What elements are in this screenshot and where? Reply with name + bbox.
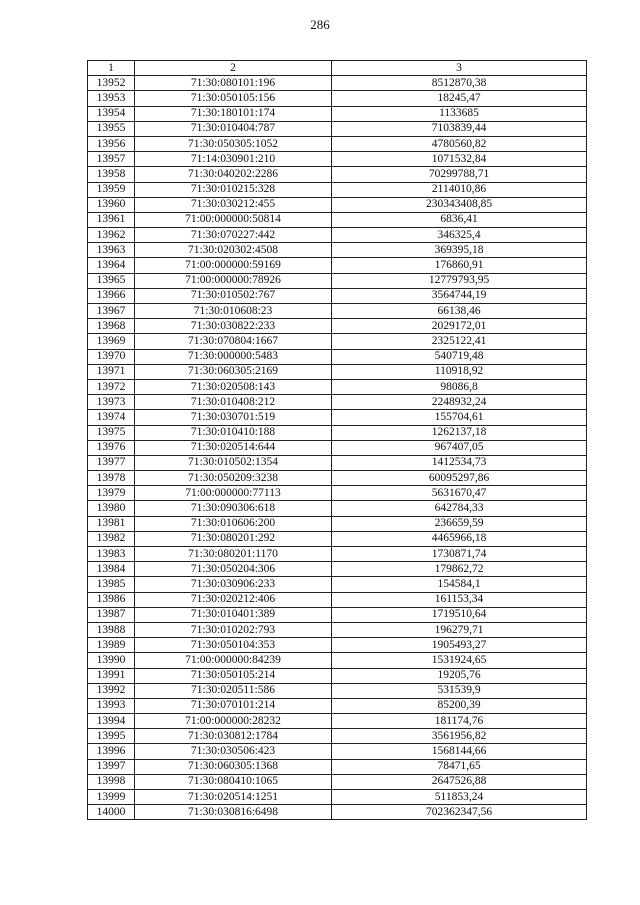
row-index-cell: 13962 <box>88 228 135 243</box>
cadastral-value-cell: 1412534,73 <box>332 455 587 470</box>
row-index-cell: 13986 <box>88 592 135 607</box>
cadastral-value-cell: 1262137,18 <box>332 425 587 440</box>
cadastral-number-cell: 71:30:060305:2169 <box>135 364 332 379</box>
cadastral-value-cell: 5631670,47 <box>332 486 587 501</box>
cadastral-number-cell: 71:30:090306:618 <box>135 501 332 516</box>
cadastral-number-cell: 71:30:010215:328 <box>135 182 332 197</box>
row-index-cell: 13954 <box>88 106 135 121</box>
row-index-cell: 13966 <box>88 288 135 303</box>
table-row <box>88 273 587 288</box>
cadastral-value-cell: 2647526,88 <box>332 774 587 789</box>
table-row <box>88 364 587 379</box>
cadastral-value-cell: 967407,05 <box>332 440 587 455</box>
cadastral-value-cell: 540719,48 <box>332 349 587 364</box>
cadastral-value-cell: 369395,18 <box>332 243 587 258</box>
row-index-cell: 13963 <box>88 243 135 258</box>
cadastral-number-cell: 71:00:000000:59169 <box>135 258 332 273</box>
table-row <box>88 638 587 653</box>
cadastral-value-cell: 1905493,27 <box>332 638 587 653</box>
row-index-cell: 13952 <box>88 76 135 91</box>
cadastral-value-cell: 3564744,19 <box>332 288 587 303</box>
table-row <box>88 516 587 531</box>
cadastral-value-cell: 155704,61 <box>332 410 587 425</box>
cadastral-value-cell: 2248932,24 <box>332 395 587 410</box>
table-row <box>88 76 587 91</box>
row-index-cell: 13983 <box>88 547 135 562</box>
row-index-cell: 13988 <box>88 622 135 637</box>
row-index-cell: 13996 <box>88 744 135 759</box>
row-index-cell: 13981 <box>88 516 135 531</box>
cadastral-number-cell: 71:30:050209:3238 <box>135 471 332 486</box>
cadastral-number-cell: 71:00:000000:50814 <box>135 212 332 227</box>
row-index-cell: 13980 <box>88 501 135 516</box>
cadastral-value-cell: 85200,39 <box>332 698 587 713</box>
cadastral-number-cell: 71:14:030901:210 <box>135 152 332 167</box>
cadastral-value-cell: 1133685 <box>332 106 587 121</box>
cadastral-number-cell: 71:30:050105:214 <box>135 668 332 683</box>
table-row <box>88 258 587 273</box>
table-row <box>88 212 587 227</box>
cadastral-value-cell: 19205,76 <box>332 668 587 683</box>
row-index-cell: 13977 <box>88 455 135 470</box>
row-index-cell: 13965 <box>88 273 135 288</box>
cadastral-number-cell: 71:30:030701:519 <box>135 410 332 425</box>
row-index-cell: 13953 <box>88 91 135 106</box>
table-row <box>88 562 587 577</box>
table-row <box>88 592 587 607</box>
cadastral-number-cell: 71:30:040202:2286 <box>135 167 332 182</box>
table-row <box>88 379 587 394</box>
cadastral-number-cell: 71:30:080101:196 <box>135 76 332 91</box>
cadastral-value-cell: 98086,8 <box>332 379 587 394</box>
cadastral-value-cell: 18245,47 <box>332 91 587 106</box>
cadastral-value-cell: 161153,34 <box>332 592 587 607</box>
cadastral-value-cell: 12779793,95 <box>332 273 587 288</box>
cadastral-number-cell: 71:30:060305:1368 <box>135 759 332 774</box>
cadastral-number-cell: 71:30:030812:1784 <box>135 729 332 744</box>
cadastral-number-cell: 71:30:010404:787 <box>135 121 332 136</box>
cadastral-value-cell: 3561956,82 <box>332 729 587 744</box>
row-index-cell: 13956 <box>88 136 135 151</box>
table-row <box>88 304 587 319</box>
cadastral-value-cell: 702362347,56 <box>332 805 587 820</box>
row-index-cell: 13960 <box>88 197 135 212</box>
cadastral-value-cell: 8512870,38 <box>332 76 587 91</box>
cadastral-number-cell: 71:30:010608:23 <box>135 304 332 319</box>
row-index-cell: 14000 <box>88 805 135 820</box>
row-index-cell: 13957 <box>88 152 135 167</box>
cadastral-number-cell: 71:30:050105:156 <box>135 91 332 106</box>
table-row <box>88 622 587 637</box>
row-index-cell: 13955 <box>88 121 135 136</box>
row-index-cell: 13997 <box>88 759 135 774</box>
row-index-cell: 13969 <box>88 334 135 349</box>
table-row <box>88 805 587 820</box>
cadastral-value-cell: 176860,91 <box>332 258 587 273</box>
cadastral-number-cell: 71:00:000000:78926 <box>135 273 332 288</box>
cadastral-number-cell: 71:30:030506:423 <box>135 744 332 759</box>
row-index-cell: 13990 <box>88 653 135 668</box>
row-index-cell: 13982 <box>88 531 135 546</box>
table-row <box>88 729 587 744</box>
cadastral-number-cell: 71:30:010502:767 <box>135 288 332 303</box>
cadastral-number-cell: 71:30:000000:5483 <box>135 349 332 364</box>
cadastral-number-cell: 71:30:070101:214 <box>135 698 332 713</box>
cadastral-value-cell: 181174,76 <box>332 714 587 729</box>
table-row <box>88 334 587 349</box>
row-index-cell: 13985 <box>88 577 135 592</box>
cadastral-value-cell: 642784,33 <box>332 501 587 516</box>
page-number: 286 <box>310 17 330 32</box>
table-row <box>88 410 587 425</box>
cadastral-value-cell: 1730871,74 <box>332 547 587 562</box>
table-row <box>88 577 587 592</box>
cadastral-value-cell: 196279,71 <box>332 622 587 637</box>
row-index-cell: 13961 <box>88 212 135 227</box>
table-row <box>88 714 587 729</box>
cadastral-value-cell: 4780560,82 <box>332 136 587 151</box>
row-index-cell: 13992 <box>88 683 135 698</box>
cadastral-value-cell: 60095297,86 <box>332 471 587 486</box>
cadastral-number-cell: 71:30:020212:406 <box>135 592 332 607</box>
table-row <box>88 425 587 440</box>
table-row <box>88 471 587 486</box>
cadastral-number-cell: 71:30:010410:188 <box>135 425 332 440</box>
row-index-cell: 13975 <box>88 425 135 440</box>
table-row <box>88 121 587 136</box>
cadastral-value-cell: 78471,65 <box>332 759 587 774</box>
cadastral-number-cell: 71:30:080201:292 <box>135 531 332 546</box>
table-row <box>88 531 587 546</box>
row-index-cell: 13976 <box>88 440 135 455</box>
cadastral-number-cell: 71:30:030212:455 <box>135 197 332 212</box>
row-index-cell: 13993 <box>88 698 135 713</box>
row-index-cell: 13987 <box>88 607 135 622</box>
cadastral-number-cell: 71:30:050305:1052 <box>135 136 332 151</box>
column-header-1: 1 <box>88 61 135 76</box>
cadastral-number-cell: 71:30:070227:442 <box>135 228 332 243</box>
cadastral-value-cell: 1568144,66 <box>332 744 587 759</box>
table-row <box>88 607 587 622</box>
table-row <box>88 395 587 410</box>
cadastral-value-cell: 511853,24 <box>332 790 587 805</box>
cadastral-value-cell: 230343408,85 <box>332 197 587 212</box>
cadastral-value-cell: 346325,4 <box>332 228 587 243</box>
cadastral-value-cell: 531539,9 <box>332 683 587 698</box>
row-index-cell: 13998 <box>88 774 135 789</box>
cadastral-number-cell: 71:00:000000:28232 <box>135 714 332 729</box>
cadastral-value-cell: 6836,41 <box>332 212 587 227</box>
cadastral-number-cell: 71:30:080201:1170 <box>135 547 332 562</box>
cadastral-value-cell: 110918,92 <box>332 364 587 379</box>
cadastral-number-cell: 71:30:030906:233 <box>135 577 332 592</box>
row-index-cell: 13968 <box>88 319 135 334</box>
table-row <box>88 167 587 182</box>
row-index-cell: 13964 <box>88 258 135 273</box>
cadastral-number-cell: 71:30:050204:306 <box>135 562 332 577</box>
table-row <box>88 774 587 789</box>
cadastral-number-cell: 71:30:180101:174 <box>135 106 332 121</box>
table-row <box>88 106 587 121</box>
table-row <box>88 288 587 303</box>
row-index-cell: 13991 <box>88 668 135 683</box>
table-row <box>88 759 587 774</box>
table-row <box>88 547 587 562</box>
row-index-cell: 13970 <box>88 349 135 364</box>
cadastral-number-cell: 71:30:070804:1667 <box>135 334 332 349</box>
cadastral-value-cell: 179862,72 <box>332 562 587 577</box>
table-row <box>88 790 587 805</box>
row-index-cell: 13999 <box>88 790 135 805</box>
cadastral-number-cell: 71:00:000000:84239 <box>135 653 332 668</box>
cadastral-value-cell: 2114010,86 <box>332 182 587 197</box>
cadastral-number-cell: 71:30:010502:1354 <box>135 455 332 470</box>
table-row <box>88 319 587 334</box>
cadastral-value-cell: 66138,46 <box>332 304 587 319</box>
table-row <box>88 152 587 167</box>
row-index-cell: 13978 <box>88 471 135 486</box>
table-row <box>88 349 587 364</box>
cadastral-number-cell: 71:30:020514:644 <box>135 440 332 455</box>
column-header-2: 2 <box>135 61 332 76</box>
row-index-cell: 13979 <box>88 486 135 501</box>
table-row <box>88 486 587 501</box>
cadastral-number-cell: 71:00:000000:77113 <box>135 486 332 501</box>
cadastral-number-cell: 71:30:020508:143 <box>135 379 332 394</box>
cadastral-value-cell: 1719510,64 <box>332 607 587 622</box>
cadastral-number-cell: 71:30:050104:353 <box>135 638 332 653</box>
column-header-3: 3 <box>332 61 587 76</box>
cadastral-number-cell: 71:30:010408:212 <box>135 395 332 410</box>
table-row <box>88 136 587 151</box>
cadastral-number-cell: 71:30:080410:1065 <box>135 774 332 789</box>
cadastral-value-table <box>87 60 587 820</box>
cadastral-value-cell: 1531924,65 <box>332 653 587 668</box>
row-index-cell: 13971 <box>88 364 135 379</box>
table-row <box>88 440 587 455</box>
cadastral-number-cell: 71:30:010401:389 <box>135 607 332 622</box>
cadastral-value-cell: 236659,59 <box>332 516 587 531</box>
cadastral-number-cell: 71:30:010202:793 <box>135 622 332 637</box>
table-row <box>88 683 587 698</box>
table-row <box>88 197 587 212</box>
column-number-header-row <box>88 61 587 76</box>
cadastral-number-cell: 71:30:020302:4508 <box>135 243 332 258</box>
cadastral-value-cell: 4465966,18 <box>332 531 587 546</box>
cadastral-value-cell: 154584,1 <box>332 577 587 592</box>
cadastral-number-cell: 71:30:010606:200 <box>135 516 332 531</box>
table-row <box>88 182 587 197</box>
table-row <box>88 668 587 683</box>
cadastral-value-cell: 1071532,84 <box>332 152 587 167</box>
row-index-cell: 13995 <box>88 729 135 744</box>
row-index-cell: 13989 <box>88 638 135 653</box>
table-row <box>88 501 587 516</box>
cadastral-number-cell: 71:30:030822:233 <box>135 319 332 334</box>
cadastral-number-cell: 71:30:020514:1251 <box>135 790 332 805</box>
row-index-cell: 13967 <box>88 304 135 319</box>
table-body <box>88 76 587 820</box>
row-index-cell: 13994 <box>88 714 135 729</box>
row-index-cell: 13984 <box>88 562 135 577</box>
table-row <box>88 653 587 668</box>
cadastral-value-cell: 7103839,44 <box>332 121 587 136</box>
cadastral-value-cell: 2325122,41 <box>332 334 587 349</box>
row-index-cell: 13973 <box>88 395 135 410</box>
cadastral-number-cell: 71:30:020511:586 <box>135 683 332 698</box>
row-index-cell: 13958 <box>88 167 135 182</box>
table-row <box>88 91 587 106</box>
cadastral-number-cell: 71:30:030816:6498 <box>135 805 332 820</box>
row-index-cell: 13974 <box>88 410 135 425</box>
table-row <box>88 243 587 258</box>
table-row <box>88 228 587 243</box>
row-index-cell: 13959 <box>88 182 135 197</box>
table-row <box>88 744 587 759</box>
row-index-cell: 13972 <box>88 379 135 394</box>
table-row <box>88 698 587 713</box>
cadastral-value-cell: 70299788,71 <box>332 167 587 182</box>
table-row <box>88 455 587 470</box>
cadastral-value-cell: 2029172,01 <box>332 319 587 334</box>
